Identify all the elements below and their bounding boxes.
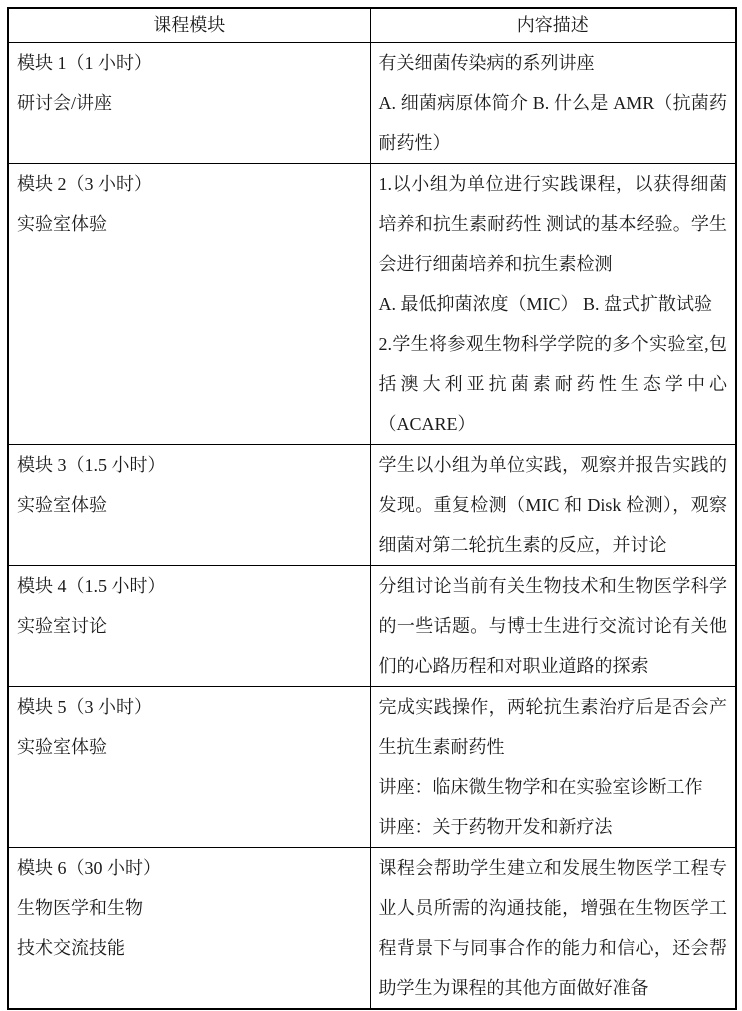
- description-paragraph: 完成实践操作，两轮抗生素治疗后是否会产生抗生素耐药性: [378, 697, 727, 757]
- module-cell: [8, 445, 370, 566]
- description-paragraph: 分组讨论当前有关生物技术和生物医学科学的一些话题。与博士生进行交流讨论有关他们的心路历程和对职业道路的探索: [378, 576, 727, 676]
- module-cell: [8, 848, 370, 1010]
- table-row-module-5: [8, 687, 736, 848]
- description-cell: [370, 848, 736, 1010]
- module-line: 技术交流技能: [17, 938, 125, 958]
- module-cell: [8, 566, 370, 687]
- module-line: 模块 5（3 小时）: [17, 697, 152, 717]
- description-paragraph: 学生以小组为单位实践，观察并报告实践的发现。重复检测（MIC 和 Disk 检测），观察细菌对第二轮抗生素的反应，并讨论: [378, 455, 727, 555]
- description-cell: [370, 43, 736, 164]
- table-row-module-4: [8, 566, 736, 687]
- module-line: 实验室体验: [17, 737, 107, 757]
- module-line: 模块 3（1.5 小时）: [17, 455, 166, 475]
- module-cell: [8, 164, 370, 445]
- description-paragraph: 讲座：关于药物开发和新疗法: [378, 817, 613, 837]
- module-cell: [8, 687, 370, 848]
- description-cell: [370, 566, 736, 687]
- description-cell: [370, 687, 736, 848]
- description-paragraph: A. 最低抑菌浓度（MIC） B. 盘式扩散试验: [378, 294, 713, 314]
- description-paragraph: A. 细菌病原体简介 B. 什么是 AMR（抗菌药耐药性）: [378, 93, 727, 153]
- module-line: 模块 4（1.5 小时）: [17, 576, 166, 596]
- description-paragraph: 1.以小组为单位进行实践课程，以获得细菌培养和抗生素耐药性 测试的基本经验。学生会进行细菌培养和抗生素检测: [378, 174, 727, 274]
- description-cell: [370, 445, 736, 566]
- module-line: 模块 6（30 小时）: [17, 858, 161, 878]
- course-module-table: [7, 7, 737, 1010]
- header-content-description: 内容描述: [370, 8, 736, 43]
- description-cell: [370, 164, 736, 445]
- description-paragraph: 讲座：临床微生物学和在实验室诊断工作: [378, 777, 703, 797]
- description-paragraph: 课程会帮助学生建立和发展生物医学工程专业人员所需的沟通技能，增强在生物医学工程背景下与同事合作的能力和信心，还会帮助学生为课程的其他方面做好准备: [378, 858, 727, 998]
- module-cell: [8, 43, 370, 164]
- module-line: 模块 2（3 小时）: [17, 174, 152, 194]
- module-line: 研讨会/讲座: [17, 93, 113, 113]
- table-row-module-1: [8, 43, 736, 164]
- table-row-module-2: [8, 164, 736, 445]
- table-row-module-6: [8, 848, 736, 1010]
- module-line: 模块 1（1 小时）: [17, 53, 152, 73]
- module-line: 实验室讨论: [17, 616, 107, 636]
- header-course-module: 课程模块: [8, 8, 370, 43]
- description-paragraph: 2.学生将参观生物科学学院的多个实验室,包括澳大利亚抗菌素耐药性生态学中心（ACARE）: [378, 334, 727, 434]
- module-line: 生物医学和生物: [17, 898, 143, 918]
- table-row-module-3: [8, 445, 736, 566]
- module-line: 实验室体验: [17, 495, 107, 515]
- module-line: 实验室体验: [17, 214, 107, 234]
- description-paragraph: 有关细菌传染病的系列讲座: [378, 53, 595, 73]
- header-row: [8, 8, 736, 43]
